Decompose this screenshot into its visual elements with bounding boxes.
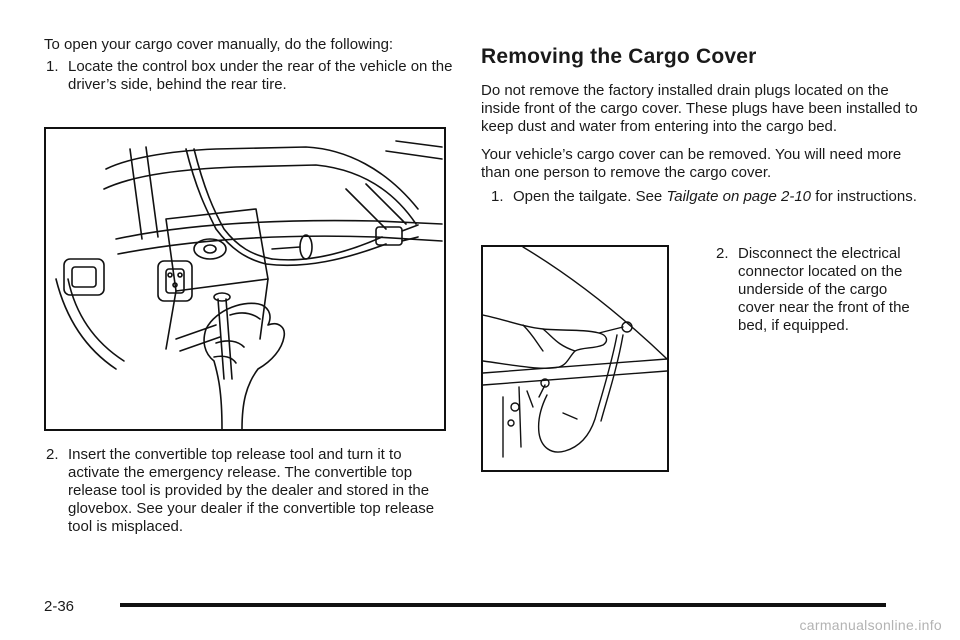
step-text-lead: Open the tailgate. See bbox=[513, 188, 667, 205]
list-item bbox=[491, 188, 921, 206]
warning-paragraph: Do not remove the factory installed drain plugs located on the inside front of the cargo cover. These plugs have been installed to keep dust and water from entering into the cargo bed. bbox=[481, 82, 918, 135]
list-item bbox=[46, 58, 454, 94]
step-text-tail: for instructions. bbox=[811, 188, 917, 205]
footer-rule bbox=[120, 603, 886, 607]
step-text: Insert the convertible top release tool and turn it to activate the emergency release. The convertible top release tool is provided by the dealer and stored in the glovebox. See your dealer if the convertible top release tool is misplaced. bbox=[68, 446, 435, 535]
right-column bbox=[481, 36, 921, 206]
step-number: 1. bbox=[491, 188, 504, 205]
connector-illustration bbox=[481, 245, 669, 472]
intro-paragraph: Your vehicle’s cargo cover can be removed. You will need more than one person to remove the cargo cover. bbox=[481, 146, 902, 181]
step-two-block bbox=[716, 245, 916, 335]
page-number: 2-36 bbox=[44, 598, 75, 615]
step-text: Locate the control box under the rear of the vehicle on the driver’s side, behind the rear tire. bbox=[68, 58, 453, 93]
step-text: Disconnect the electrical connector located on the underside of the cargo cover near the front of the bed, if equipped. bbox=[738, 245, 910, 334]
section-title: Removing the Cargo Cover bbox=[481, 45, 757, 68]
intro-text: To open your cargo cover manually, do the following: bbox=[44, 36, 394, 53]
step-number: 1. bbox=[46, 58, 59, 75]
left-column bbox=[44, 36, 454, 94]
list-item bbox=[46, 446, 454, 536]
tailgate-reference: Tailgate on page 2-10 bbox=[666, 188, 812, 205]
control-box-illustration bbox=[44, 127, 446, 431]
watermark: carmanualsonline.info bbox=[799, 617, 942, 633]
step-text bbox=[513, 188, 921, 206]
list-item bbox=[716, 245, 916, 335]
step-number: 2. bbox=[46, 446, 59, 463]
step-number: 2. bbox=[716, 245, 729, 262]
left-column-lower bbox=[44, 446, 454, 536]
